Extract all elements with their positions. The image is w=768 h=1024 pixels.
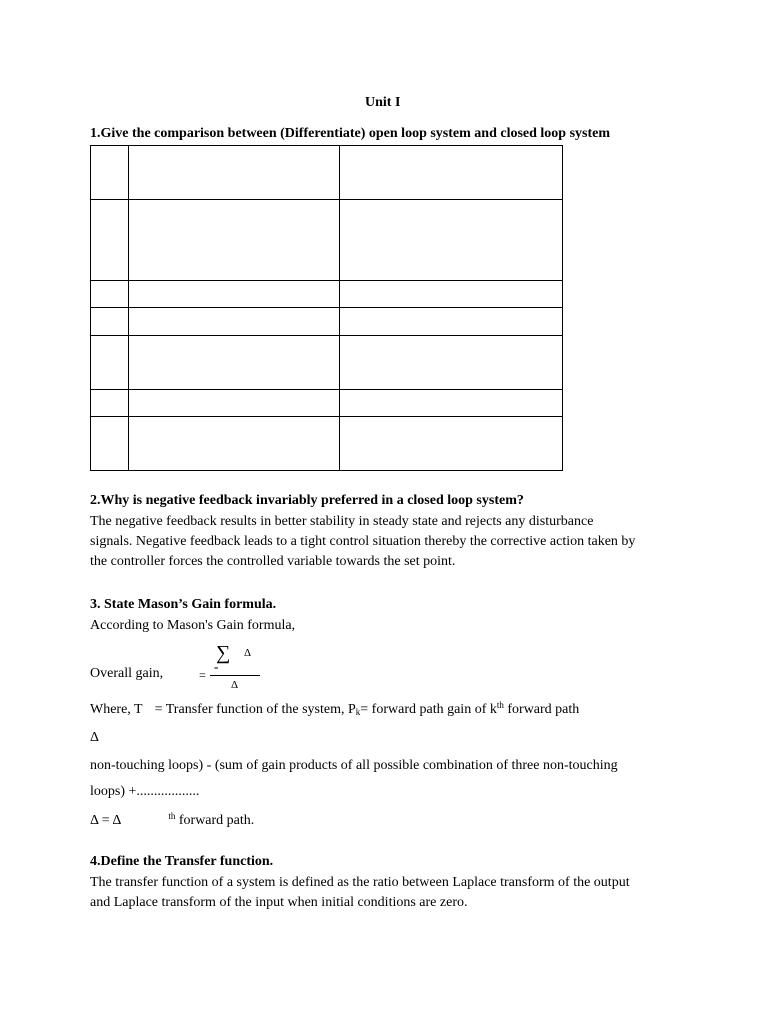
nontouching-line: non-touching loops) - (sum of gain products of all possible combination of three non-touching <box>90 758 618 773</box>
where-line <box>90 700 580 717</box>
q4-answer <box>90 873 630 913</box>
q3-intro: According to Mason's Gain formula, <box>90 618 296 633</box>
where-mid: = Transfer function of the system, P <box>154 702 356 717</box>
table-cell-open-loop <box>129 308 340 336</box>
table-cell-closed-loop <box>340 146 563 200</box>
table-cell-closed-loop <box>340 336 563 390</box>
where-prefix: Where, T <box>90 702 143 717</box>
table-cell-sno <box>91 336 129 390</box>
table-cell-open-loop <box>129 200 340 281</box>
q3-heading: 3. State Mason’s Gain formula. <box>90 597 277 612</box>
sigma-symbol: ∑ <box>216 642 231 664</box>
q1-heading: 1.Give the comparison between (Differentiate) open loop system and closed loop system <box>90 126 611 141</box>
overall-gain-label: Overall gain, <box>90 666 164 681</box>
equals-sign: = <box>199 668 206 682</box>
table-cell-open-loop <box>129 146 340 200</box>
table-cell-sno <box>91 417 129 471</box>
table-cell-open-loop <box>129 417 340 471</box>
q2-answer <box>90 512 635 572</box>
where-suffix-b: forward path <box>503 702 580 717</box>
q2-answer-line: The negative feedback results in better stability in steady state and rejects any disturbance <box>90 514 594 529</box>
q2-answer-line: the controller forces the controlled variable towards the set point. <box>90 554 456 569</box>
table-row <box>91 308 563 336</box>
table-cell-sno <box>91 390 129 417</box>
minus-sign: - <box>214 659 219 674</box>
table-cell-sno <box>91 200 129 281</box>
th-superscript: th <box>168 811 176 821</box>
q4-answer-line: The transfer function of a system is defined as the ratio between Laplace transform of the output <box>90 875 630 890</box>
table-cell-open-loop <box>129 281 340 308</box>
table-cell-sno <box>91 281 129 308</box>
table-cell-closed-loop <box>340 390 563 417</box>
table-row <box>91 336 563 390</box>
q2-answer-line: signals. Negative feedback leads to a tight control situation thereby the corrective action taken by <box>90 534 636 549</box>
k-superscript: th <box>496 700 504 710</box>
loops-line: loops) +.................. <box>90 784 200 799</box>
delta-denominator: Δ <box>231 679 239 691</box>
table-row <box>91 146 563 200</box>
fraction-line <box>210 675 260 676</box>
table-row <box>91 417 563 471</box>
table-row <box>91 390 563 417</box>
table-row <box>91 281 563 308</box>
delta-numerator: Δ <box>244 647 252 659</box>
table-cell-sno <box>91 308 129 336</box>
delta-k-line <box>90 811 255 828</box>
table-cell-open-loop <box>129 390 340 417</box>
table-cell-closed-loop <box>340 308 563 336</box>
table-row <box>91 200 563 281</box>
comparison-table <box>90 145 563 471</box>
table-cell-open-loop <box>129 336 340 390</box>
table-cell-closed-loop <box>340 281 563 308</box>
table-cell-sno <box>91 146 129 200</box>
delta-definition: Δ <box>90 730 100 745</box>
delta-k-right: forward path. <box>175 813 255 828</box>
q2-heading: 2.Why is negative feedback invariably preferred in a closed loop system? <box>90 493 524 508</box>
table-cell-closed-loop <box>340 417 563 471</box>
delta-k-left: Δ = Δ <box>90 813 122 828</box>
table-cell-closed-loop <box>340 200 563 281</box>
page-title: Unit I <box>365 95 401 110</box>
where-suffix-a: = forward path gain of k <box>360 702 497 717</box>
p-subscript: k <box>355 707 361 717</box>
q4-heading: 4.Define the Transfer function. <box>90 854 274 869</box>
q4-answer-line: and Laplace transform of the input when initial conditions are zero. <box>90 895 468 910</box>
